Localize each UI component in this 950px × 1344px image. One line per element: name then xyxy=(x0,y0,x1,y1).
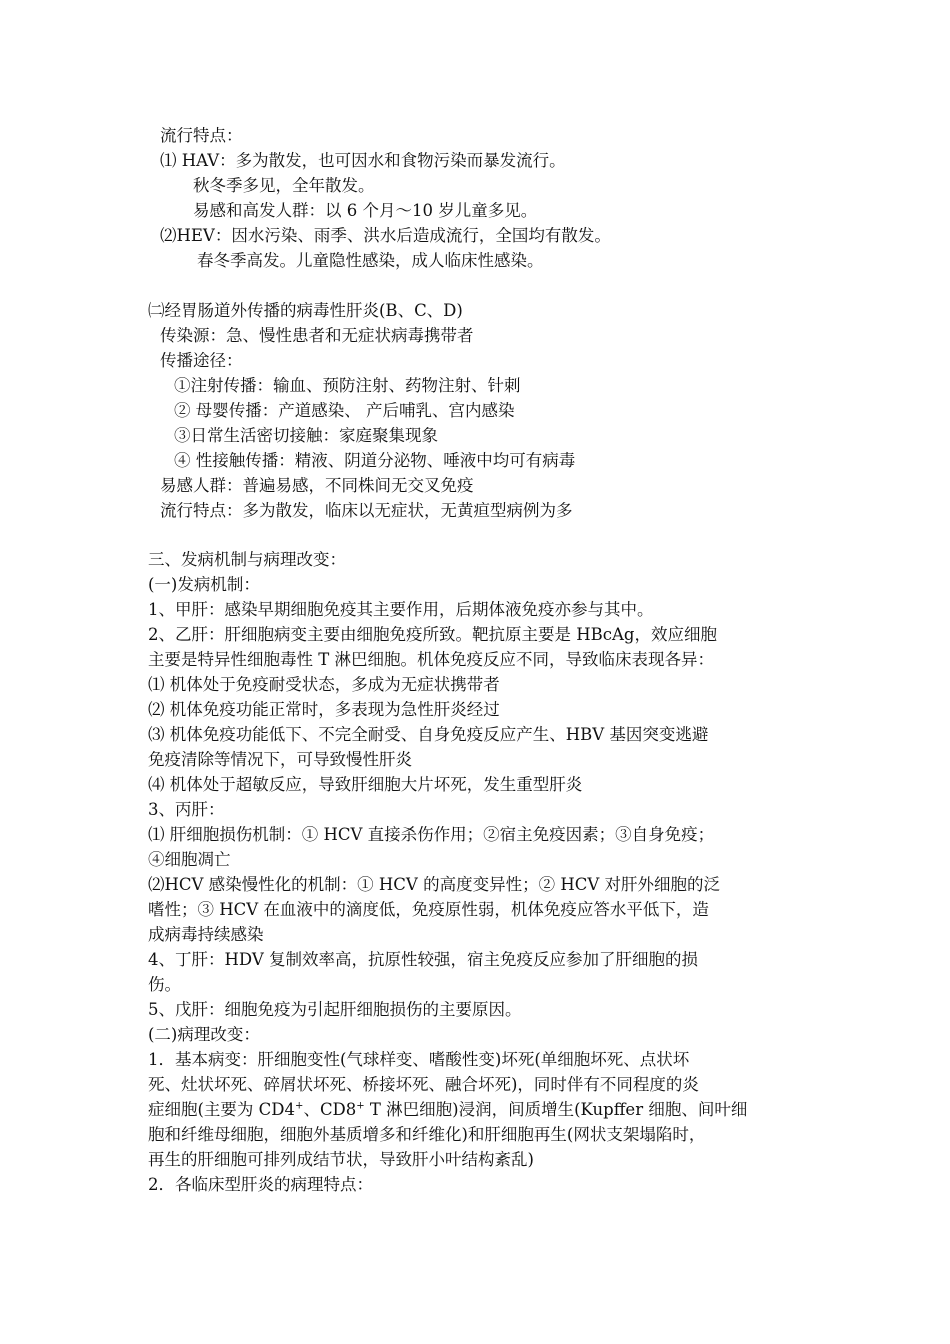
text-line: 流行特点：多为散发，临床以无症状，无黄疸型病例为多 xyxy=(160,501,573,520)
text-segment: 症细胞(主要为 CD4 xyxy=(148,1100,296,1119)
text-line: ④细胞凋亡 xyxy=(148,850,231,869)
text-line: 传播途径： xyxy=(160,351,243,370)
text-line: ③日常生活密切接触：家庭聚集现象 xyxy=(174,426,438,445)
text-line: ④ 性接触传播：精液、阴道分泌物、唾液中均可有病毒 xyxy=(174,451,576,470)
text-line: ⑴ HAV：多为散发，也可因水和食物污染而暴发流行。 xyxy=(160,151,566,170)
text-line: 春冬季高发。儿童隐性感染，成人临床性感染。 xyxy=(197,251,544,270)
text-line: 胞和纤维母细胞，细胞外基质增多和纤维化)和肝细胞再生(网状支架塌陷时， xyxy=(148,1125,706,1144)
section-heading: 三、发病机制与病理改变： xyxy=(148,550,346,569)
text-line: ⑴ 机体处于免疫耐受状态，多成为无症状携带者 xyxy=(148,675,500,694)
text-line: 易感人群：普遍易感，不同株间无交叉免疫 xyxy=(160,476,474,495)
text-line: 1、甲肝：感染早期细胞免疫其主要作用，后期体液免疫亦参与其中。 xyxy=(148,600,654,619)
text-line: 免疫清除等情况下，可导致慢性肝炎 xyxy=(148,750,412,769)
text-segment: 、CD8 xyxy=(303,1100,357,1119)
text-line: 伤。 xyxy=(148,975,181,994)
text-line: 主要是特异性细胞毒性 T 淋巴细胞。机体免疫反应不同，导致临床表现各异： xyxy=(148,650,714,669)
subsection-heading: (二)病理改变： xyxy=(148,1025,260,1044)
text-line: ①注射传播：输血、预防注射、药物注射、针刺 xyxy=(174,376,521,395)
subsection-heading: (一)发病机制： xyxy=(148,575,260,594)
text-line: ⑷ 机体处于超敏反应，导致肝细胞大片坏死，发生重型肝炎 xyxy=(148,775,583,794)
superscript: + xyxy=(295,1100,304,1112)
text-line: 4、丁肝：HDV 复制效率高，抗原性较强，宿主免疫反应参加了肝细胞的损 xyxy=(148,950,698,969)
text-line: ⑵HEV：因水污染、雨季、洪水后造成流行，全国均有散发。 xyxy=(160,226,611,245)
text-line: ⑴ 肝细胞损伤机制：① HCV 直接杀伤作用；②宿主免疫因素；③自身免疫； xyxy=(148,825,715,844)
text-line: 2．各临床型肝炎的病理特点： xyxy=(148,1175,373,1194)
text-line: ⑵ 机体免疫功能正常时，多表现为急性肝炎经过 xyxy=(148,700,500,719)
text-segment: T 淋巴细胞)浸润，间质增生(Kupffer 细胞、间叶细 xyxy=(364,1100,748,1119)
text-line: 再生的肝细胞可排列成结节状，导致肝小叶结构紊乱) xyxy=(148,1150,534,1169)
text-line: 5、戊肝：细胞免疫为引起肝细胞损伤的主要原因。 xyxy=(148,1000,522,1019)
text-line: ⑶ 机体免疫功能低下、不完全耐受、自身免疫反应产生、HBV 基因突变逃避 xyxy=(148,725,709,744)
text-line: 成病毒持续感染 xyxy=(148,925,264,944)
text-line: 3、丙肝： xyxy=(148,800,225,819)
text-line: ⑵HCV 感染慢性化的机制：① HCV 的高度变异性；② HCV 对肝外细胞的泛 xyxy=(148,875,721,894)
text-line: 嗜性；③ HCV 在血液中的滴度低，免疫原性弱，机体免疫应答水平低下，造 xyxy=(148,900,709,919)
text-line-superscript xyxy=(148,1098,747,1122)
text-line: 2、乙肝：肝细胞病变主要由细胞免疫所致。靶抗原主要是 HBcAg，效应细胞 xyxy=(148,625,717,644)
text-line: 1．基本病变：肝细胞变性(气球样变、嗜酸性变)坏死(单细胞坏死、点状坏 xyxy=(148,1050,690,1069)
text-line: 秋冬季多见，全年散发。 xyxy=(193,176,375,195)
text-line: 死、灶状坏死、碎屑状坏死、桥接坏死、融合坏死)，同时伴有不同程度的炎 xyxy=(148,1075,699,1094)
text-line: 易感和高发人群：以 6 个月～10 岁儿童多见。 xyxy=(193,201,538,220)
section-heading: ㈡经胃肠道外传播的病毒性肝炎(B、C、D) xyxy=(148,301,463,320)
text-line: ② 母婴传播：产道感染、 产后哺乳、宫内感染 xyxy=(174,401,515,420)
text-line: 传染源：急、慢性患者和无症状病毒携带者 xyxy=(160,326,474,345)
superscript: + xyxy=(356,1100,365,1112)
text-line: 流行特点： xyxy=(160,126,243,145)
